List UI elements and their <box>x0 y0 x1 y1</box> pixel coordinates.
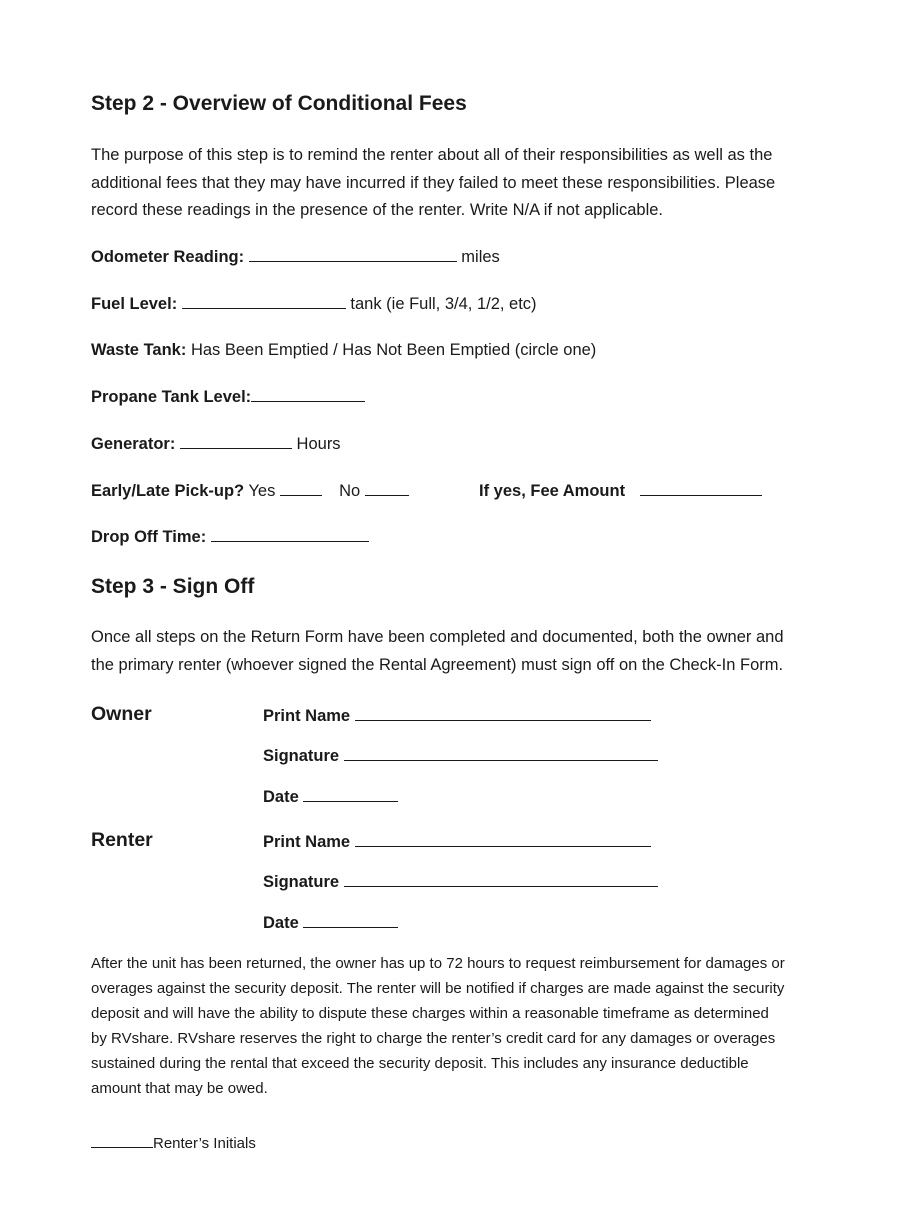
intro-line: The purpose of this step is to remind the renter about all of their responsibilities as well as the <box>91 146 773 164</box>
renter-date-row <box>263 913 398 933</box>
renter-print-name-row <box>263 832 651 852</box>
propane-row <box>91 387 365 407</box>
renter-heading: Renter <box>91 829 153 851</box>
step3-title: Step 3 - Sign Off <box>91 575 255 598</box>
fine-print-line: sustained during the rental that exceed the security deposit. This includes any insurance deductible <box>91 1055 749 1072</box>
propane-label: Propane Tank Level: <box>91 388 252 406</box>
renter-print-name-label: Print Name <box>263 833 351 851</box>
initials-row <box>91 1134 256 1152</box>
owner-signature-field[interactable] <box>344 746 658 761</box>
generator-row <box>91 434 341 454</box>
owner-date-row <box>263 787 398 807</box>
pickup-label: Early/Late Pick-up? <box>91 482 245 500</box>
pickup-no-label: No <box>339 482 361 500</box>
odometer-unit: miles <box>461 248 500 266</box>
step2-intro <box>91 142 851 225</box>
fee-amount-row <box>479 481 762 501</box>
pickup-yes-field[interactable] <box>280 481 322 496</box>
initials-field[interactable] <box>91 1134 153 1148</box>
owner-heading: Owner <box>91 703 152 725</box>
generator-label: Generator: <box>91 435 176 453</box>
owner-print-name-label: Print Name <box>263 707 351 725</box>
owner-print-name-field[interactable] <box>355 706 651 721</box>
step3-intro <box>91 624 851 679</box>
fine-print-line: After the unit has been returned, the owner has up to 72 hours to request reimbursement for damages or <box>91 955 785 972</box>
intro-line: Once all steps on the Return Form have been completed and documented, both the owner and <box>91 628 784 646</box>
owner-date-field[interactable] <box>303 787 398 802</box>
odometer-field[interactable] <box>249 247 457 262</box>
generator-field[interactable] <box>180 434 292 449</box>
pickup-row <box>91 481 409 501</box>
fine-print-line: deposit and will have the ability to dispute these charges within a reasonable timeframe as determined <box>91 1005 769 1022</box>
renter-date-label: Date <box>263 914 299 932</box>
renter-signature-field[interactable] <box>344 872 658 887</box>
fine-print-line: amount that may be owed. <box>91 1080 268 1097</box>
fuel-field[interactable] <box>182 294 346 309</box>
fine-print <box>91 951 881 1101</box>
pickup-yes-label: Yes <box>248 482 276 500</box>
odometer-label: Odometer Reading: <box>91 248 245 266</box>
intro-line: additional fees that they may have incurred if they failed to meet these responsibilities. Please <box>91 173 776 192</box>
fuel-row <box>91 294 537 314</box>
owner-signature-row <box>263 746 658 766</box>
odometer-row <box>91 247 500 267</box>
waste-row <box>91 341 596 360</box>
intro-line: record these readings in the presence of the renter. Write N/A if not applicable. <box>91 201 664 219</box>
dropoff-label: Drop Off Time: <box>91 528 207 546</box>
fine-print-line: overages against the security deposit. The renter will be notified if charges are made against the security <box>91 980 785 997</box>
propane-field[interactable] <box>251 387 365 402</box>
intro-line: the primary renter (whoever signed the Rental Agreement) must sign off on the Check-In Form. <box>91 655 784 674</box>
initials-label: Renter’s Initials <box>153 1135 256 1152</box>
owner-date-label: Date <box>263 788 299 806</box>
pickup-no-field[interactable] <box>365 481 409 496</box>
fee-amount-field[interactable] <box>640 481 762 496</box>
dropoff-row <box>91 527 369 547</box>
fuel-suffix: tank (ie Full, 3/4, 1/2, etc) <box>350 295 537 313</box>
generator-unit: Hours <box>296 435 341 453</box>
waste-options[interactable]: Has Been Emptied / Has Not Been Emptied (circle one) <box>190 341 597 359</box>
renter-date-field[interactable] <box>303 913 398 928</box>
waste-label: Waste Tank: <box>91 341 187 359</box>
fuel-label: Fuel Level: <box>91 295 178 313</box>
renter-print-name-field[interactable] <box>355 832 651 847</box>
owner-signature-label: Signature <box>263 747 340 765</box>
fine-print-line: by RVshare. RVshare reserves the right to charge the renter’s credit card for any damages or overages <box>91 1030 776 1047</box>
dropoff-field[interactable] <box>211 527 369 542</box>
step2-title: Step 2 - Overview of Conditional Fees <box>91 92 467 115</box>
renter-signature-label: Signature <box>263 873 340 891</box>
owner-print-name-row <box>263 706 651 726</box>
fee-amount-label: If yes, Fee Amount <box>479 482 626 500</box>
renter-signature-row <box>263 872 658 892</box>
